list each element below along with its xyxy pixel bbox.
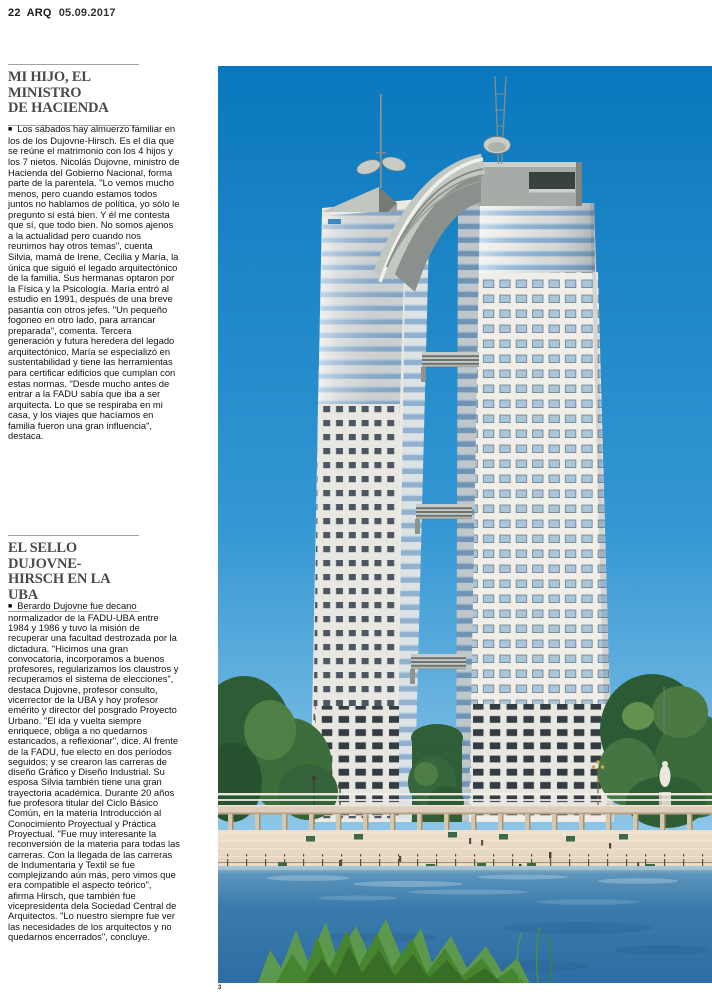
page-number: 22 — [8, 7, 21, 19]
article-1-title: MI HIJO, EL MINISTRO DE HACIENDA — [8, 69, 109, 116]
article-2-body — [8, 601, 180, 942]
towers-photo — [218, 66, 712, 983]
shore-fence — [218, 854, 712, 867]
paragraph-bullet: ■ — [8, 126, 13, 134]
issue-date: 05.09.2017 — [58, 7, 116, 19]
photo-caption-marker: 3 — [218, 985, 222, 991]
article-2-title: EL SELLO DUJOVNE- HIRSCH EN LA UBA — [8, 540, 110, 603]
article-1-body — [8, 124, 180, 441]
pergola — [218, 793, 712, 834]
paragraph-bullet: ■ — [8, 603, 13, 611]
right-tower-crown — [470, 162, 582, 206]
page-header — [8, 7, 116, 19]
section-label: ARQ — [26, 7, 52, 19]
article-2-text: Berardo Dujovne fue decano normalizador de la FADU-UBA entre 1984 y 1986 y tuvo la misión de recuperar una facultad destrozada por la dictadura. "Hicimos una gran convocatoria, incorporamos a buenos profesores, regularizamos los claustros y recuperamos el sistema de elecciones", destaca Dujovne, profesor consulto, vicerrector de la UBA y hoy profesor emérito y director del posgrado Proyecto Urbano. "El ida y vuelta siempre enriquece, obliga a no quedarnos estancados, a reflexionar", dice. Al frente de la FADU, fue electo en dos períodos seguidos; y se crearon las carreras de diseño Gráfico y Diseño Industrial. Su esposa Silvia también tiene una gran trayectoria académica. Durante 20 años fue profesora titular del Ciclo Básico Común, en la materia Introducción al Conocimiento Proyectual y Práctica Proyectual. "Fue muy interesante la reconversión de la materia para todas las carreras. Con la llegada de las carreras de Indumentaria y Textil se fue complejizando aún más, pero vimos que era compatible el aspecto teórico", afirma Hirsch, que también fue vicepresidenta dela Sociedad Central de Arquitectos. "Lo nuestro siempre fue ver las necesidades de los arquitectos y no quedarnos encerrados", concluye. — [8, 600, 180, 942]
article-1-heading — [8, 64, 139, 126]
article-1-text: Los sábados hay almuerzo familiar en los de los Dujovne-Hirsch. Es el día que se reúne el matrimonio con los 4 hijos y los 7 nietos. Nicolás Dujovne, ministro de Hacienda del Gobierno Nacional, forma parte de la parentela. "Lo vemos mucho menos, pero cuando estamos todos juntos no hablamos de política, yo sólo le pregunto si está bien. Y él me contesta que sí, que todo bien. No somos ajenos a la actualidad pero cuando nos reunimos hay otros temas", cuenta Silvia, mamá de Irene, Cecilia y María, la única que siguió el legado arquitectónico de la familia. Sus hermanas optaron por la Física y la Psicología. María entró al estudio en 1991, después de una breve pasantía con otros jefes. "Un pequeño fogoneo en otro lado, para arrancar preparada", comenta. Tercera generación y futura heredera del legado arquitectónico, María se especializó en sustentabilidad y tiene las herramientas para certificar edificios que cumplan con estas normas. "Desde mucho antes de entrar a la FADU sabía que iba a ser arquitecta. Lo que se respiraba en mi casa, y los viajes que hacíamos en familia fueron una gran influencia", destaca. — [8, 123, 180, 442]
